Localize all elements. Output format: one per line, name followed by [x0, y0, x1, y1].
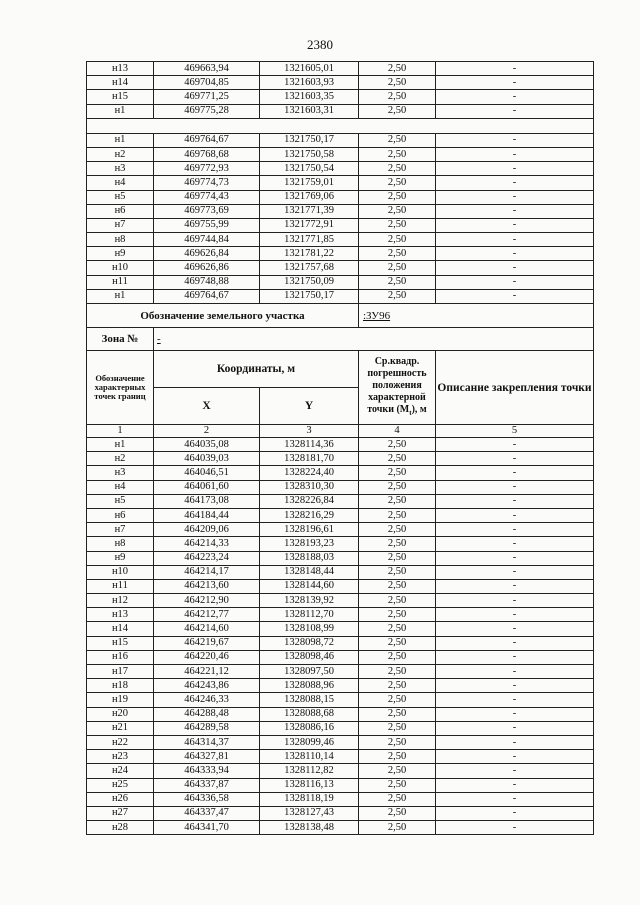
point-id-cell: н18	[87, 679, 154, 693]
x-coordinate-cell: 464184,44	[154, 508, 260, 522]
point-id-cell: н28	[87, 821, 154, 835]
description-cell: -	[436, 162, 594, 176]
parcel-value: :ЗУ96	[359, 304, 594, 328]
point-id-cell: н26	[87, 792, 154, 806]
point-id-cell: н5	[87, 494, 154, 508]
parcel-header	[87, 304, 594, 438]
error-value-cell: 2,50	[359, 452, 436, 466]
description-cell: -	[436, 806, 594, 820]
point-id-cell: н2	[87, 147, 154, 161]
point-id-cell: н17	[87, 665, 154, 679]
point-id-cell: н25	[87, 778, 154, 792]
x-coordinate-cell: 469626,86	[154, 261, 260, 275]
error-value-cell: 2,50	[359, 147, 436, 161]
x-coordinate-cell: 464035,08	[154, 438, 260, 452]
description-cell: -	[436, 750, 594, 764]
table-row	[87, 764, 594, 778]
error-value-cell: 2,50	[359, 62, 436, 76]
description-cell: -	[436, 494, 594, 508]
table-row	[87, 551, 594, 565]
column-number-row	[87, 425, 594, 438]
description-cell: -	[436, 551, 594, 565]
x-coordinate-cell: 469744,84	[154, 233, 260, 247]
table-row	[87, 190, 594, 204]
error-value-cell: 2,50	[359, 133, 436, 147]
description-cell: -	[436, 176, 594, 190]
table-row	[87, 289, 594, 303]
header-x: X	[154, 388, 260, 425]
header-error	[359, 351, 436, 425]
y-coordinate-cell: 1328088,15	[260, 693, 359, 707]
y-coordinate-cell: 1328088,68	[260, 707, 359, 721]
description-cell: -	[436, 147, 594, 161]
column-number: 1	[87, 425, 154, 438]
error-value-cell: 2,50	[359, 806, 436, 820]
error-value-cell: 2,50	[359, 90, 436, 104]
point-id-cell: н10	[87, 565, 154, 579]
table-row	[87, 162, 594, 176]
description-cell: -	[436, 650, 594, 664]
x-coordinate-cell: 464061,60	[154, 480, 260, 494]
y-coordinate-cell: 1321750,17	[260, 133, 359, 147]
x-coordinate-cell: 469775,28	[154, 104, 260, 118]
x-coordinate-cell: 464221,12	[154, 665, 260, 679]
y-coordinate-cell: 1321772,91	[260, 218, 359, 232]
description-cell: -	[436, 693, 594, 707]
y-coordinate-cell: 1321603,93	[260, 76, 359, 90]
y-coordinate-cell: 1321605,01	[260, 62, 359, 76]
x-coordinate-cell: 469773,69	[154, 204, 260, 218]
description-cell: -	[436, 62, 594, 76]
x-coordinate-cell: 464219,67	[154, 636, 260, 650]
description-cell: -	[436, 90, 594, 104]
description-cell: -	[436, 778, 594, 792]
table-row	[87, 247, 594, 261]
x-coordinate-cell: 464214,60	[154, 622, 260, 636]
header-description: Описание закрепления точки	[436, 351, 594, 425]
description-cell: -	[436, 565, 594, 579]
x-coordinate-cell: 469774,73	[154, 176, 260, 190]
y-coordinate-cell: 1328144,60	[260, 579, 359, 593]
x-coordinate-cell: 464288,48	[154, 707, 260, 721]
x-coordinate-cell: 469774,43	[154, 190, 260, 204]
error-value-cell: 2,50	[359, 76, 436, 90]
error-value-cell: 2,50	[359, 438, 436, 452]
coordinates-table	[86, 61, 594, 835]
description-cell: -	[436, 537, 594, 551]
description-cell: -	[436, 721, 594, 735]
error-value-cell: 2,50	[359, 480, 436, 494]
y-coordinate-cell: 1328188,03	[260, 551, 359, 565]
x-coordinate-cell: 464337,47	[154, 806, 260, 820]
gap-row	[87, 118, 594, 133]
point-id-cell: н24	[87, 764, 154, 778]
table-row	[87, 750, 594, 764]
error-value-cell: 2,50	[359, 508, 436, 522]
header-point-label: Обозначение характерных точек границ	[87, 351, 154, 425]
description-cell: -	[436, 579, 594, 593]
y-coordinate-cell: 1321759,01	[260, 176, 359, 190]
table-row	[87, 594, 594, 608]
table-row	[87, 565, 594, 579]
x-coordinate-cell: 469704,85	[154, 76, 260, 90]
table-row	[87, 792, 594, 806]
y-coordinate-cell: 1328118,19	[260, 792, 359, 806]
x-coordinate-cell: 464223,24	[154, 551, 260, 565]
column-number: 4	[359, 425, 436, 438]
error-value-cell: 2,50	[359, 665, 436, 679]
table-row	[87, 806, 594, 820]
point-id-cell: н16	[87, 650, 154, 664]
table-row	[87, 90, 594, 104]
table-row	[87, 452, 594, 466]
error-value-cell: 2,50	[359, 693, 436, 707]
error-value-cell: 2,50	[359, 565, 436, 579]
table-row	[87, 233, 594, 247]
error-value-cell: 2,50	[359, 218, 436, 232]
table-row	[87, 261, 594, 275]
error-value-cell: 2,50	[359, 735, 436, 749]
table-row	[87, 735, 594, 749]
table-row	[87, 679, 594, 693]
table-row	[87, 494, 594, 508]
description-cell: -	[436, 275, 594, 289]
gap-row-group	[87, 118, 594, 133]
point-id-cell: н27	[87, 806, 154, 820]
y-coordinate-cell: 1321771,39	[260, 204, 359, 218]
x-coordinate-cell: 464314,37	[154, 735, 260, 749]
y-coordinate-cell: 1328112,82	[260, 764, 359, 778]
x-coordinate-cell: 464173,08	[154, 494, 260, 508]
table-row	[87, 147, 594, 161]
error-value-cell: 2,50	[359, 551, 436, 565]
description-cell: -	[436, 466, 594, 480]
y-coordinate-cell: 1328181,70	[260, 452, 359, 466]
y-coordinate-cell: 1328114,36	[260, 438, 359, 452]
description-cell: -	[436, 190, 594, 204]
error-value-cell: 2,50	[359, 594, 436, 608]
point-id-cell: н4	[87, 480, 154, 494]
header-row-1	[87, 351, 594, 388]
error-value-cell: 2,50	[359, 650, 436, 664]
error-value-cell: 2,50	[359, 289, 436, 303]
point-id-cell: н1	[87, 289, 154, 303]
y-coordinate-cell: 1328224,40	[260, 466, 359, 480]
x-coordinate-cell: 469771,25	[154, 90, 260, 104]
parcel-label: Обозначение земельного участка	[87, 304, 359, 328]
x-coordinate-cell: 464213,60	[154, 579, 260, 593]
table-row	[87, 275, 594, 289]
description-cell: -	[436, 636, 594, 650]
y-coordinate-cell: 1328112,70	[260, 608, 359, 622]
description-cell: -	[436, 679, 594, 693]
description-cell: -	[436, 133, 594, 147]
x-coordinate-cell: 469748,88	[154, 275, 260, 289]
point-id-cell: н23	[87, 750, 154, 764]
point-id-cell: н9	[87, 247, 154, 261]
point-id-cell: н1	[87, 438, 154, 452]
zone-row	[87, 328, 594, 351]
table-row	[87, 133, 594, 147]
description-cell: -	[436, 480, 594, 494]
y-coordinate-cell: 1321750,58	[260, 147, 359, 161]
description-cell: -	[436, 261, 594, 275]
description-cell: -	[436, 233, 594, 247]
x-coordinate-cell: 469772,93	[154, 162, 260, 176]
description-cell: -	[436, 764, 594, 778]
y-coordinate-cell: 1328193,23	[260, 537, 359, 551]
point-id-cell: н8	[87, 537, 154, 551]
error-value-cell: 2,50	[359, 721, 436, 735]
zone-label: Зона №	[87, 328, 154, 351]
x-coordinate-cell: 469755,99	[154, 218, 260, 232]
table-row	[87, 693, 594, 707]
error-value-cell: 2,50	[359, 707, 436, 721]
x-coordinate-cell: 464039,03	[154, 452, 260, 466]
description-cell: -	[436, 452, 594, 466]
table-row	[87, 778, 594, 792]
table-row	[87, 466, 594, 480]
y-coordinate-cell: 1321750,17	[260, 289, 359, 303]
error-value-cell: 2,50	[359, 636, 436, 650]
description-cell: -	[436, 608, 594, 622]
y-coordinate-cell: 1328139,92	[260, 594, 359, 608]
main-rows	[87, 438, 594, 835]
column-number: 2	[154, 425, 260, 438]
error-value-cell: 2,50	[359, 579, 436, 593]
point-id-cell: н5	[87, 190, 154, 204]
description-cell: -	[436, 523, 594, 537]
table-row	[87, 76, 594, 90]
y-coordinate-cell: 1328148,44	[260, 565, 359, 579]
y-coordinate-cell: 1328116,13	[260, 778, 359, 792]
x-coordinate-cell: 469764,67	[154, 133, 260, 147]
point-id-cell: н11	[87, 275, 154, 289]
point-id-cell: н7	[87, 523, 154, 537]
header-error-sub: t	[409, 409, 412, 417]
page-number: 2380	[307, 37, 333, 52]
header-coordinates: Координаты, м	[154, 351, 359, 388]
point-id-cell: н12	[87, 594, 154, 608]
table-row	[87, 218, 594, 232]
y-coordinate-cell: 1321757,68	[260, 261, 359, 275]
y-coordinate-cell: 1328226,84	[260, 494, 359, 508]
top-rows	[87, 62, 594, 119]
y-coordinate-cell: 1328088,96	[260, 679, 359, 693]
error-value-cell: 2,50	[359, 247, 436, 261]
point-id-cell: н19	[87, 693, 154, 707]
y-coordinate-cell: 1321750,54	[260, 162, 359, 176]
y-coordinate-cell: 1321750,09	[260, 275, 359, 289]
x-coordinate-cell: 464246,33	[154, 693, 260, 707]
x-coordinate-cell: 464336,58	[154, 792, 260, 806]
description-cell: -	[436, 735, 594, 749]
y-coordinate-cell: 1328098,72	[260, 636, 359, 650]
description-cell: -	[436, 594, 594, 608]
x-coordinate-cell: 464046,51	[154, 466, 260, 480]
point-id-cell: н9	[87, 551, 154, 565]
table-row	[87, 821, 594, 835]
table-row	[87, 707, 594, 721]
table-row	[87, 438, 594, 452]
description-cell: -	[436, 218, 594, 232]
table-row	[87, 622, 594, 636]
point-id-cell: н15	[87, 636, 154, 650]
x-coordinate-cell: 464341,70	[154, 821, 260, 835]
point-id-cell: н7	[87, 218, 154, 232]
second-rows	[87, 133, 594, 303]
y-coordinate-cell: 1328098,46	[260, 650, 359, 664]
x-coordinate-cell: 464243,86	[154, 679, 260, 693]
point-id-cell: н11	[87, 579, 154, 593]
table-row	[87, 176, 594, 190]
y-coordinate-cell: 1328196,61	[260, 523, 359, 537]
zone-value: -	[154, 328, 594, 351]
table-row	[87, 508, 594, 522]
table-row	[87, 523, 594, 537]
error-value-cell: 2,50	[359, 778, 436, 792]
x-coordinate-cell: 464214,17	[154, 565, 260, 579]
table-row	[87, 104, 594, 118]
y-coordinate-cell: 1328099,46	[260, 735, 359, 749]
error-value-cell: 2,50	[359, 523, 436, 537]
description-cell: -	[436, 821, 594, 835]
y-coordinate-cell: 1328127,43	[260, 806, 359, 820]
y-coordinate-cell: 1328108,99	[260, 622, 359, 636]
error-value-cell: 2,50	[359, 261, 436, 275]
description-cell: -	[436, 707, 594, 721]
error-value-cell: 2,50	[359, 190, 436, 204]
error-value-cell: 2,50	[359, 176, 436, 190]
description-cell: -	[436, 247, 594, 261]
description-cell: -	[436, 204, 594, 218]
error-value-cell: 2,50	[359, 104, 436, 118]
error-value-cell: 2,50	[359, 466, 436, 480]
table-row	[87, 579, 594, 593]
error-value-cell: 2,50	[359, 162, 436, 176]
point-id-cell: н1	[87, 133, 154, 147]
error-value-cell: 2,50	[359, 792, 436, 806]
error-value-cell: 2,50	[359, 750, 436, 764]
point-id-cell: н4	[87, 176, 154, 190]
table-row	[87, 537, 594, 551]
y-coordinate-cell: 1321769,06	[260, 190, 359, 204]
x-coordinate-cell: 464327,81	[154, 750, 260, 764]
point-id-cell: н13	[87, 608, 154, 622]
point-id-cell: н13	[87, 62, 154, 76]
point-id-cell: н10	[87, 261, 154, 275]
x-coordinate-cell: 469663,94	[154, 62, 260, 76]
x-coordinate-cell: 464212,90	[154, 594, 260, 608]
description-cell: -	[436, 289, 594, 303]
error-value-cell: 2,50	[359, 494, 436, 508]
header-error-tail: ), м	[411, 404, 427, 415]
point-id-cell: н21	[87, 721, 154, 735]
point-id-cell: н14	[87, 622, 154, 636]
x-coordinate-cell: 464289,58	[154, 721, 260, 735]
x-coordinate-cell: 464209,06	[154, 523, 260, 537]
table-row	[87, 608, 594, 622]
x-coordinate-cell: 464220,46	[154, 650, 260, 664]
error-value-cell: 2,50	[359, 275, 436, 289]
y-coordinate-cell: 1328138,48	[260, 821, 359, 835]
column-number: 5	[436, 425, 594, 438]
error-value-cell: 2,50	[359, 204, 436, 218]
x-coordinate-cell: 464333,94	[154, 764, 260, 778]
y-coordinate-cell: 1328216,29	[260, 508, 359, 522]
table-row	[87, 650, 594, 664]
x-coordinate-cell: 464212,77	[154, 608, 260, 622]
x-coordinate-cell: 464337,87	[154, 778, 260, 792]
point-id-cell: н3	[87, 466, 154, 480]
y-coordinate-cell: 1321781,22	[260, 247, 359, 261]
y-coordinate-cell: 1328310,30	[260, 480, 359, 494]
description-cell: -	[436, 622, 594, 636]
table-row	[87, 636, 594, 650]
point-id-cell: н22	[87, 735, 154, 749]
error-value-cell: 2,50	[359, 537, 436, 551]
y-coordinate-cell: 1328086,16	[260, 721, 359, 735]
y-coordinate-cell: 1328110,14	[260, 750, 359, 764]
error-value-cell: 2,50	[359, 233, 436, 247]
table-row	[87, 480, 594, 494]
parcel-row	[87, 304, 594, 328]
error-value-cell: 2,50	[359, 764, 436, 778]
y-coordinate-cell: 1328097,50	[260, 665, 359, 679]
x-coordinate-cell: 469768,68	[154, 147, 260, 161]
y-coordinate-cell: 1321603,31	[260, 104, 359, 118]
point-id-cell: н14	[87, 76, 154, 90]
table-row	[87, 204, 594, 218]
description-cell: -	[436, 76, 594, 90]
description-cell: -	[436, 665, 594, 679]
y-coordinate-cell: 1321771,85	[260, 233, 359, 247]
column-number: 3	[260, 425, 359, 438]
y-coordinate-cell: 1321603,35	[260, 90, 359, 104]
point-id-cell: н1	[87, 104, 154, 118]
header-error-main: Ср.квадр. погрешность положения характерной точки (M	[367, 356, 427, 415]
error-value-cell: 2,50	[359, 622, 436, 636]
error-value-cell: 2,50	[359, 679, 436, 693]
description-cell: -	[436, 792, 594, 806]
point-id-cell: н2	[87, 452, 154, 466]
point-id-cell: н6	[87, 508, 154, 522]
table-row	[87, 62, 594, 76]
description-cell: -	[436, 508, 594, 522]
error-value-cell: 2,50	[359, 821, 436, 835]
header-y: Y	[260, 388, 359, 425]
x-coordinate-cell: 464214,33	[154, 537, 260, 551]
point-id-cell: н8	[87, 233, 154, 247]
table-row	[87, 665, 594, 679]
table-row	[87, 721, 594, 735]
point-id-cell: н20	[87, 707, 154, 721]
x-coordinate-cell: 469626,84	[154, 247, 260, 261]
point-id-cell: н3	[87, 162, 154, 176]
error-value-cell: 2,50	[359, 608, 436, 622]
point-id-cell: н6	[87, 204, 154, 218]
x-coordinate-cell: 469764,67	[154, 289, 260, 303]
description-cell: -	[436, 104, 594, 118]
description-cell: -	[436, 438, 594, 452]
point-id-cell: н15	[87, 90, 154, 104]
